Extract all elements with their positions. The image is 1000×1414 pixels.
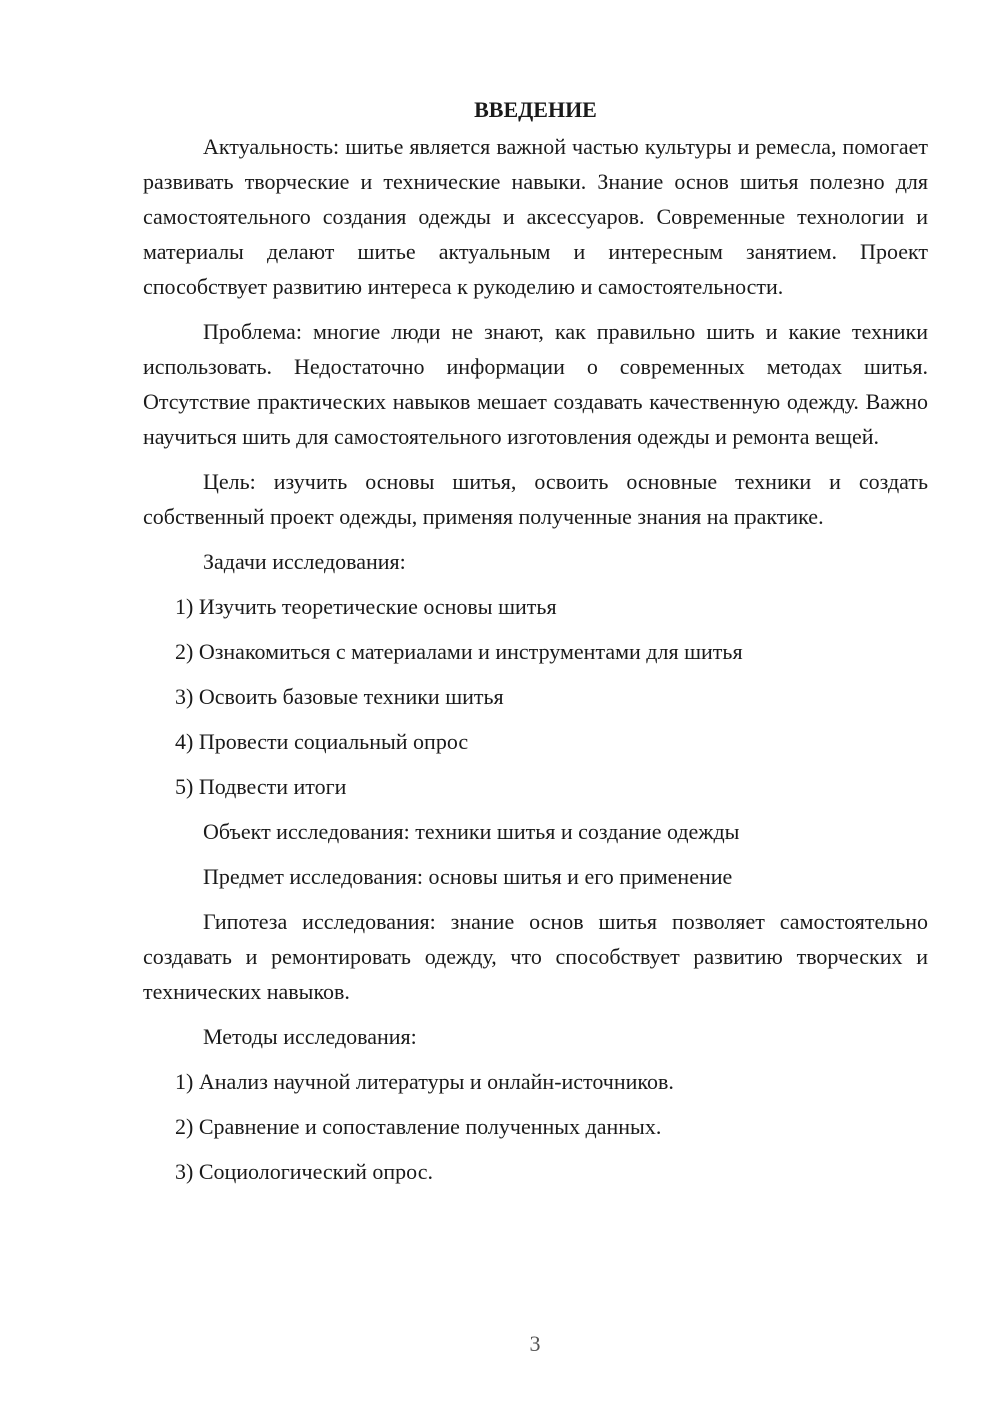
list-item: 1) Изучить теоретические основы шитья — [175, 594, 557, 619]
section-heading: ВВЕДЕНИЕ — [474, 97, 597, 122]
list-item: 5) Подвести итоги — [175, 774, 347, 799]
goal-paragraph: Цель: изучить основы шитья, освоить основные техники и создать собственный проект одежды, применяя полученные знания на практике. — [143, 469, 928, 529]
list-item: 4) Провести социальный опрос — [175, 729, 469, 754]
list-item: 3) Освоить базовые техники шитья — [175, 684, 504, 709]
tasks-title: Задачи исследования: — [203, 549, 406, 574]
tasks-list — [143, 589, 928, 804]
methods-list — [143, 1064, 928, 1189]
subject-line: Предмет исследования: основы шитья и его применение — [203, 864, 733, 889]
list-item: 2) Ознакомиться с материалами и инструментами для шитья — [175, 639, 743, 664]
page-content — [143, 92, 928, 1199]
hypothesis-paragraph: Гипотеза исследования: знание основ шитья позволяет самостоятельно создавать и ремонтировать одежду, что способствует развитию творческих и технических навыков. — [143, 909, 928, 1004]
methods-title: Методы исследования: — [203, 1024, 417, 1049]
list-item: 3) Социологический опрос. — [175, 1159, 433, 1184]
list-item: 1) Анализ научной литературы и онлайн-источников. — [175, 1069, 674, 1094]
relevance-paragraph: Актуальность: шитье является важной частью культуры и ремесла, помогает развивать творческие и технические навыки. Знание основ шитья полезно для самостоятельного создания одежды и аксессуаров. Современные технологии и материалы делают шитье актуальным и интересным занятием. Проект способствует развитию интереса к рукоделию и самостоятельности. — [143, 134, 928, 299]
page-number: 3 — [529, 1331, 541, 1356]
list-item: 2) Сравнение и сопоставление полученных данных. — [175, 1114, 662, 1139]
object-line: Объект исследования: техники шитья и создание одежды — [203, 819, 740, 844]
problem-paragraph: Проблема: многие люди не знают, как правильно шить и какие техники использовать. Недостаточно информации о современных методах шитья. Отсутствие практических навыков мешает создавать качественную одежду. Важно научиться шить для самостоятельного изготовления одежды и ремонта вещей. — [143, 319, 928, 449]
